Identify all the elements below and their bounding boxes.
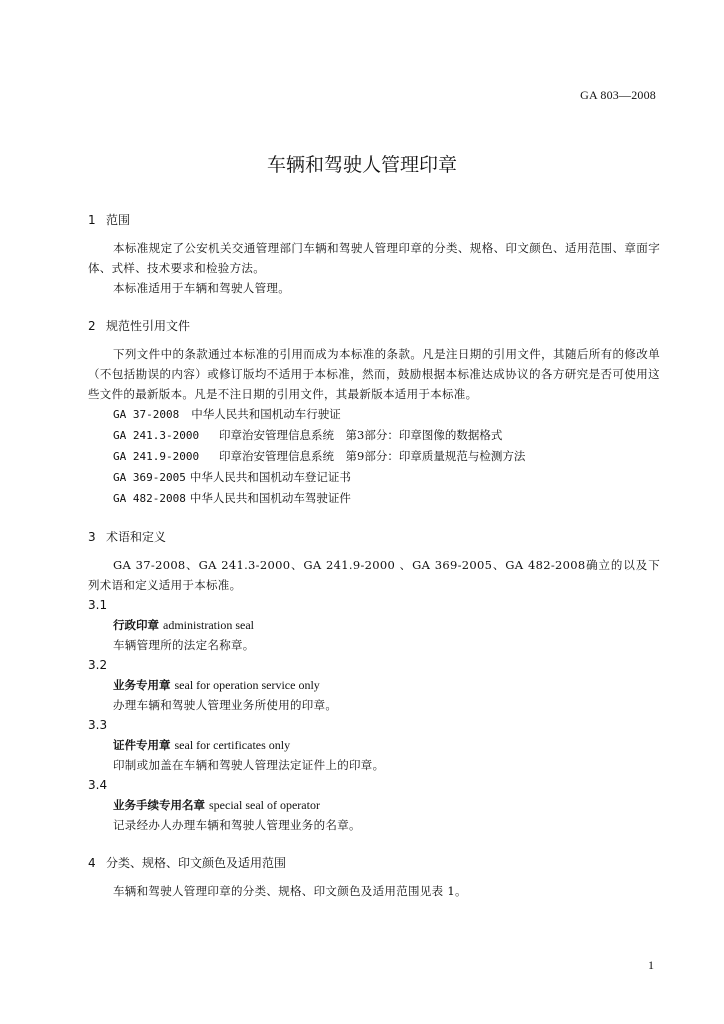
- reference-code: GA 369-2005: [113, 471, 186, 484]
- reference-item: [88, 467, 660, 488]
- document-title: 车辆和驾驶人管理印章: [266, 154, 457, 176]
- section-number: 4: [88, 856, 96, 870]
- page-number: 1: [648, 958, 654, 972]
- reference-title: 中华人民共和国机动车登记证书: [189, 470, 351, 484]
- document-body: [88, 210, 660, 901]
- term-name-chinese: 业务手续专用名章: [113, 798, 205, 812]
- section-title: 术语和定义: [106, 530, 167, 544]
- section-3-heading: [88, 527, 660, 547]
- term-definition: 印制或加盖在车辆和驾驶人管理法定证件上的印章。: [113, 758, 385, 772]
- term-number: 3.3: [88, 718, 108, 732]
- section-1-paragraph-1: 本标准规定了公安机关交通管理部门车辆和驾驶人管理印章的分类、规格、印文颜色、适用范围、章面字体、式样、技术要求和检验方法。: [88, 241, 660, 275]
- reference-code: GA 482-2008: [113, 492, 186, 505]
- term-name-chinese: 行政印章: [113, 618, 159, 632]
- section-3-paragraph-1: GA 37-2008、GA 241.3-2000、GA 241.9-2000 、GA 369-2005、GA 482-2008确立的以及下列术语和定义适用于本标准。: [88, 558, 660, 592]
- section-title: 分类、规格、印文颜色及适用范围: [106, 856, 287, 870]
- standard-code: GA 803—2008: [580, 88, 656, 102]
- reference-item: [88, 425, 660, 446]
- reference-title: 中华人民共和国机动车行驶证: [191, 407, 341, 421]
- section-2-heading: [88, 316, 660, 336]
- section-title: 规范性引用文件: [106, 319, 191, 333]
- section-4-heading: [88, 853, 660, 873]
- term-name-chinese: 业务专用章: [113, 678, 171, 692]
- term-name-english: administration seal: [163, 618, 254, 632]
- term-name-english: seal for operation service only: [174, 678, 320, 692]
- term-name: [88, 615, 660, 635]
- term-number: 3.2: [88, 658, 108, 672]
- section-4-paragraph-1: 车辆和驾驶人管理印章的分类、规格、印文颜色及适用范围见表 1。: [113, 884, 467, 898]
- section-1-paragraph-2: 本标准适用于车辆和驾驶人管理。: [113, 281, 290, 295]
- term-number: 3.4: [88, 778, 108, 792]
- reference-code: GA 241.9-2000: [113, 450, 200, 463]
- section-2-paragraph-1: 下列文件中的条款通过本标准的引用而成为本标准的条款。凡是注日期的引用文件，其随后所有的修改单（不包括勘误的内容）或修订版均不适用于本标准，然而，鼓励根据本标准达成协议的各方研究是否可使用这些文件的最新版本。凡是不注日期的引用文件，其最新版本适用于本标准。: [88, 347, 660, 401]
- reference-item: [88, 488, 660, 509]
- term-name-chinese: 证件专用章: [113, 738, 171, 752]
- reference-item: [88, 446, 660, 467]
- section-number: 1: [88, 213, 96, 227]
- reference-item: [88, 404, 660, 425]
- reference-code: GA 37-2008: [113, 408, 180, 421]
- term-name: [88, 735, 660, 755]
- term-name-english: seal for certificates only: [174, 738, 291, 752]
- term-definition: 记录经办人办理车辆和驾驶人管理业务的名章。: [113, 818, 361, 832]
- term-name-english: special seal of operator: [209, 798, 320, 812]
- reference-code: GA 241.3-2000: [113, 429, 200, 442]
- reference-title: 印章治安管理信息系统 第3部分：印章图像的数据格式: [219, 428, 503, 442]
- section-number: 2: [88, 319, 96, 333]
- term-definition: 办理车辆和驾驶人管理业务所使用的印章。: [113, 698, 338, 712]
- section-1-heading: [88, 210, 660, 230]
- reference-title: 中华人民共和国机动车驾驶证件: [189, 491, 351, 505]
- term-name: [88, 675, 660, 695]
- term-name: [88, 795, 660, 815]
- term-definition: 车辆管理所的法定名称章。: [113, 638, 255, 652]
- section-title: 范围: [106, 213, 131, 227]
- term-number: 3.1: [88, 598, 108, 612]
- section-number: 3: [88, 530, 96, 544]
- reference-title: 印章治安管理信息系统 第9部分：印章质量规范与检测方法: [219, 449, 526, 463]
